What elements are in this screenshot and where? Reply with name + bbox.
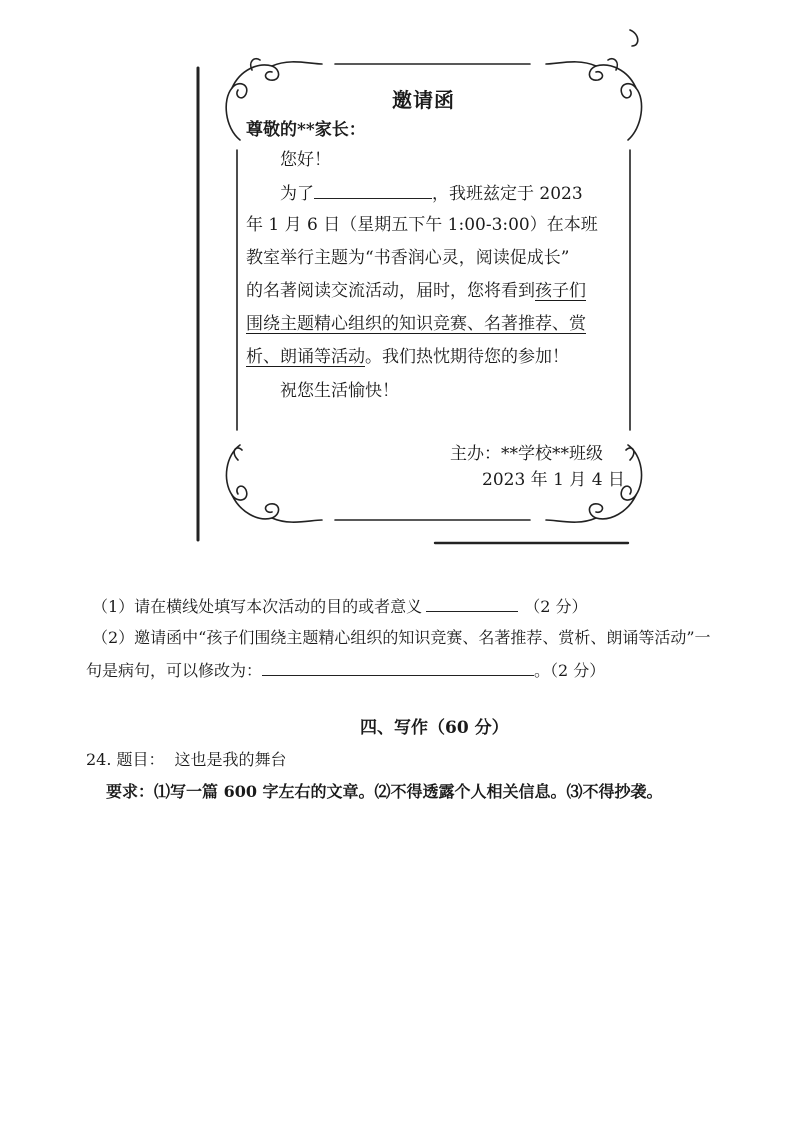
invitation-paragraph-line-5: 围绕主题精心组织的知识竞赛、名著推荐、赏 bbox=[246, 314, 586, 334]
para-line4-underlined: 孩子们 bbox=[535, 281, 586, 301]
invitation-title: 邀请函 bbox=[392, 88, 455, 112]
question-1-answer-blank[interactable] bbox=[426, 597, 518, 612]
top-right-flourish-icon bbox=[546, 30, 642, 140]
para-line1-before: 为了 bbox=[280, 184, 314, 204]
para-line6-after: 。我们热忱期待您的参加！ bbox=[365, 347, 569, 367]
invitation-closing: 祝您生活愉快！ bbox=[280, 381, 399, 401]
invitation-paragraph-line-3: 教室举行主题为“书香润心灵，阅读促成长” bbox=[246, 248, 570, 268]
question-2-line-1: （2）邀请函中“孩子们围绕主题精心组织的知识竞赛、名著推荐、赏析、朗诵等活动”一 bbox=[92, 628, 711, 647]
invitation-purpose-blank[interactable] bbox=[314, 184, 432, 199]
question-2-score: 。（2 分） bbox=[534, 661, 606, 680]
invitation-paragraph-line-2: 年 1 月 6 日（星期五下午 1:00-3:00）在本班 bbox=[246, 215, 598, 235]
writing-section-title: 四、写作（60 分） bbox=[360, 718, 509, 738]
writing-requirements: 要求：⑴写一篇 600 字左右的文章。⑵不得透露个人相关信息。⑶不得抄袭。 bbox=[106, 782, 663, 801]
para-line6-underlined: 析、朗诵等活动 bbox=[246, 347, 365, 367]
invitation-date: 2023 年 1 月 4 日 bbox=[482, 470, 625, 490]
question-1-text: （1）请在横线处填写本次活动的目的或者意义 bbox=[92, 597, 423, 616]
question-1-score: （2 分） bbox=[524, 597, 588, 616]
invitation-salutation: 尊敬的**家长： bbox=[246, 120, 366, 140]
question-1 bbox=[92, 597, 587, 615]
invitation-paragraph-line-1 bbox=[280, 184, 583, 203]
question-2-text: 句是病句，可以修改为： bbox=[86, 661, 263, 680]
invitation-paragraph-line-6 bbox=[246, 349, 569, 366]
writing-prompt bbox=[86, 752, 287, 768]
question-2-answer-blank[interactable] bbox=[262, 661, 534, 676]
writing-prompt-topic: 这也是我的舞台 bbox=[174, 750, 287, 769]
para-line4-before: 的名著阅读交流活动，届时，您将看到 bbox=[246, 281, 535, 301]
writing-prompt-label: 24. 题目： bbox=[86, 750, 165, 769]
bottom-left-flourish-icon bbox=[226, 445, 322, 522]
invitation-paragraph-line-4 bbox=[246, 283, 586, 300]
invitation-organizer: 主办：**学校**班级 bbox=[450, 444, 603, 464]
question-2-line-2 bbox=[86, 661, 605, 679]
invitation-greeting: 您好！ bbox=[280, 150, 331, 170]
para-line1-after: ，我班兹定于 2023 bbox=[432, 184, 583, 204]
